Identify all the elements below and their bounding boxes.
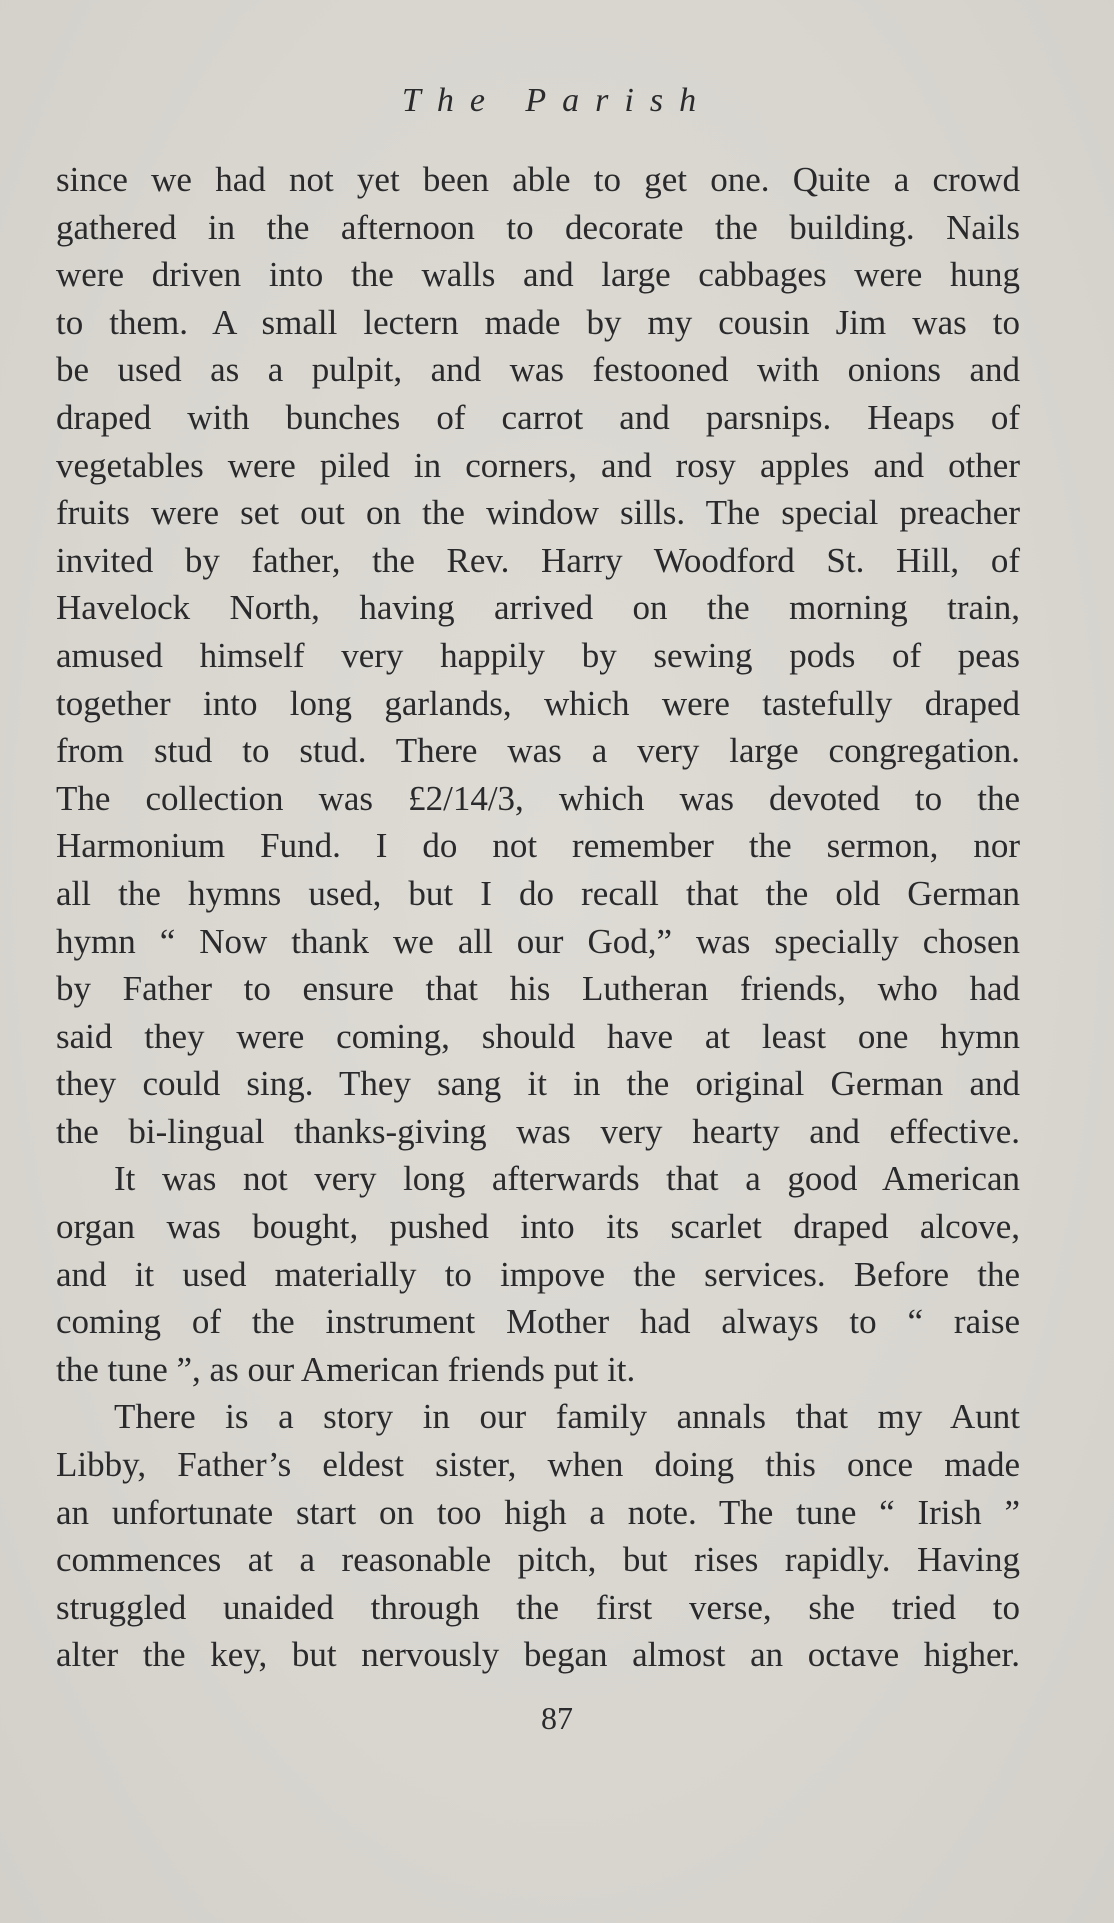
text-line: The collection was £2/14/3, which was devoted to the: [56, 778, 1020, 818]
text-line: were driven into the walls and large cabbages were hung: [56, 255, 1020, 295]
text-line: to them. A small lectern made by my cousin Jim was to: [56, 302, 1020, 342]
text-line: commences at a reasonable pitch, but rises rapidly. Having: [56, 1540, 1020, 1580]
text-line: the bi-lingual thanks-giving was very hearty and effective.: [56, 1111, 1020, 1151]
text-line: together into long garlands, which were tastefully draped: [56, 683, 1020, 723]
text-line: amused himself very happily by sewing pods of peas: [56, 635, 1020, 675]
text-line: all the hymns used, but I do recall that the old German: [56, 873, 1020, 913]
text-line: an unfortunate start on too high a note. The tune “ Irish ”: [56, 1492, 1020, 1532]
text-line: hymn “ Now thank we all our God,” was specially chosen: [56, 921, 1020, 961]
text-line: vegetables were piled in corners, and rosy apples and other: [56, 445, 1020, 485]
text-line: organ was bought, pushed into its scarlet draped alcove,: [56, 1207, 1020, 1247]
text-line: struggled unaided through the first verse, she tried to: [56, 1587, 1020, 1627]
text-line: It was not very long afterwards that a good American: [114, 1159, 1020, 1199]
text-line: since we had not yet been able to get one. Quite a crowd: [56, 160, 1020, 199]
text-line: Harmonium Fund. I do not remember the sermon, nor: [56, 826, 1020, 866]
text-line: alter the key, but nervously began almost an octave higher.: [56, 1635, 1020, 1675]
text-line: said they were coming, should have at least one hymn: [56, 1016, 1020, 1056]
text-line: coming of the instrument Mother had always to “ raise: [56, 1302, 1020, 1342]
page-number: 87: [541, 1700, 573, 1736]
text-line: be used as a pulpit, and was festooned with onions and: [56, 350, 1020, 390]
text-line: Libby, Father’s eldest sister, when doing this once made: [56, 1445, 1020, 1485]
text-line: invited by father, the Rev. Harry Woodford St. Hill, of: [56, 540, 1020, 580]
body-text: [56, 156, 1020, 1679]
text-line: gathered in the afternoon to decorate the building. Nails: [56, 207, 1020, 247]
text-line: and it used materially to impove the services. Before the: [56, 1254, 1020, 1294]
text-line: the tune ”, as our American friends put it.: [56, 1349, 636, 1389]
text-line: draped with bunches of carrot and parsnips. Heaps of: [56, 397, 1020, 437]
text-line: by Father to ensure that his Lutheran friends, who had: [56, 969, 1020, 1009]
text-line: they could sing. They sang it in the original German and: [56, 1064, 1020, 1104]
text-line: from stud to stud. There was a very large congregation.: [56, 731, 1020, 771]
text-line: fruits were set out on the window sills. The special preacher: [56, 493, 1020, 533]
text-line: Havelock North, having arrived on the morning train,: [56, 588, 1020, 628]
running-head: The Parish: [401, 82, 713, 119]
text-line: There is a story in our family annals that my Aunt: [114, 1397, 1020, 1437]
